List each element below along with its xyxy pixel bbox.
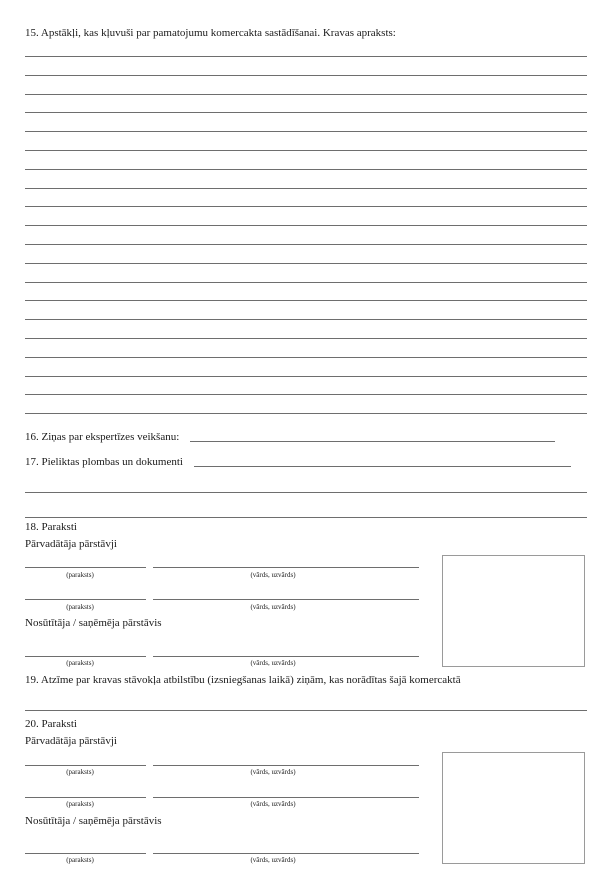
name-line[interactable] <box>153 599 419 600</box>
writing-line[interactable] <box>25 75 587 76</box>
section-17-blank-line[interactable] <box>194 466 571 467</box>
writing-line[interactable] <box>25 394 587 395</box>
writing-line[interactable] <box>25 376 587 377</box>
section-18-carrier-label: Pārvadātāja pārstāvji <box>25 538 117 550</box>
signature-caption: (paraksts) <box>66 768 94 776</box>
name-caption: (vārds, uzvārds) <box>250 768 296 776</box>
name-caption: (vārds, uzvārds) <box>250 603 296 611</box>
writing-line[interactable] <box>25 206 587 207</box>
writing-line[interactable] <box>25 56 587 57</box>
section-17-extra-line[interactable] <box>25 517 587 518</box>
writing-line[interactable] <box>25 413 587 414</box>
writing-line[interactable] <box>25 282 587 283</box>
name-caption: (vārds, uzvārds) <box>250 659 296 667</box>
section-17-extra-line[interactable] <box>25 492 587 493</box>
section-18-heading: 18. Paraksti <box>25 521 77 533</box>
name-line[interactable] <box>153 567 419 568</box>
section-20-sender-label: Nosūtītāja / saņēmēja pārstāvis <box>25 815 162 827</box>
name-line[interactable] <box>153 797 419 798</box>
writing-line[interactable] <box>25 357 587 358</box>
writing-line[interactable] <box>25 300 587 301</box>
name-caption: (vārds, uzvārds) <box>250 856 296 864</box>
writing-line[interactable] <box>25 244 587 245</box>
signature-line[interactable] <box>25 853 146 854</box>
section-18-sender-label: Nosūtītāja / saņēmēja pārstāvis <box>25 617 162 629</box>
writing-line[interactable] <box>25 150 587 151</box>
stamp-box <box>442 752 585 864</box>
signature-line[interactable] <box>25 765 146 766</box>
stamp-box <box>442 555 585 667</box>
section-20-carrier-label: Pārvadātāja pārstāvji <box>25 735 117 747</box>
signature-line[interactable] <box>25 567 146 568</box>
writing-line[interactable] <box>25 225 587 226</box>
name-line[interactable] <box>153 853 419 854</box>
signature-caption: (paraksts) <box>66 856 94 864</box>
section-20-heading: 20. Paraksti <box>25 718 77 730</box>
signature-line[interactable] <box>25 599 146 600</box>
name-caption: (vārds, uzvārds) <box>250 571 296 579</box>
section-15-heading: 15. Apstākļi, kas kļuvuši par pamatojumu komercakta sastādīšanai. Kravas apraksts: <box>25 27 396 39</box>
writing-line[interactable] <box>25 263 587 264</box>
writing-line[interactable] <box>25 131 587 132</box>
writing-line[interactable] <box>25 112 587 113</box>
section-19-blank-line[interactable] <box>25 710 587 711</box>
signature-line[interactable] <box>25 656 146 657</box>
section-19-text: 19. Atzīme par kravas stāvokļa atbilstību (izsniegšanas laikā) ziņām, kas norādītas šajā komercaktā <box>25 674 461 686</box>
signature-caption: (paraksts) <box>66 571 94 579</box>
section-16-label: 16. Ziņas par ekspertīzes veikšanu: <box>25 431 180 443</box>
writing-line[interactable] <box>25 319 587 320</box>
signature-caption: (paraksts) <box>66 603 94 611</box>
signature-caption: (paraksts) <box>66 659 94 667</box>
name-caption: (vārds, uzvārds) <box>250 800 296 808</box>
name-line[interactable] <box>153 765 419 766</box>
writing-line[interactable] <box>25 169 587 170</box>
writing-line[interactable] <box>25 188 587 189</box>
name-line[interactable] <box>153 656 419 657</box>
signature-caption: (paraksts) <box>66 800 94 808</box>
writing-line[interactable] <box>25 94 587 95</box>
writing-line[interactable] <box>25 338 587 339</box>
signature-line[interactable] <box>25 797 146 798</box>
section-16-blank-line[interactable] <box>190 441 555 442</box>
section-17-label: 17. Pieliktas plombas un dokumenti <box>25 456 183 468</box>
